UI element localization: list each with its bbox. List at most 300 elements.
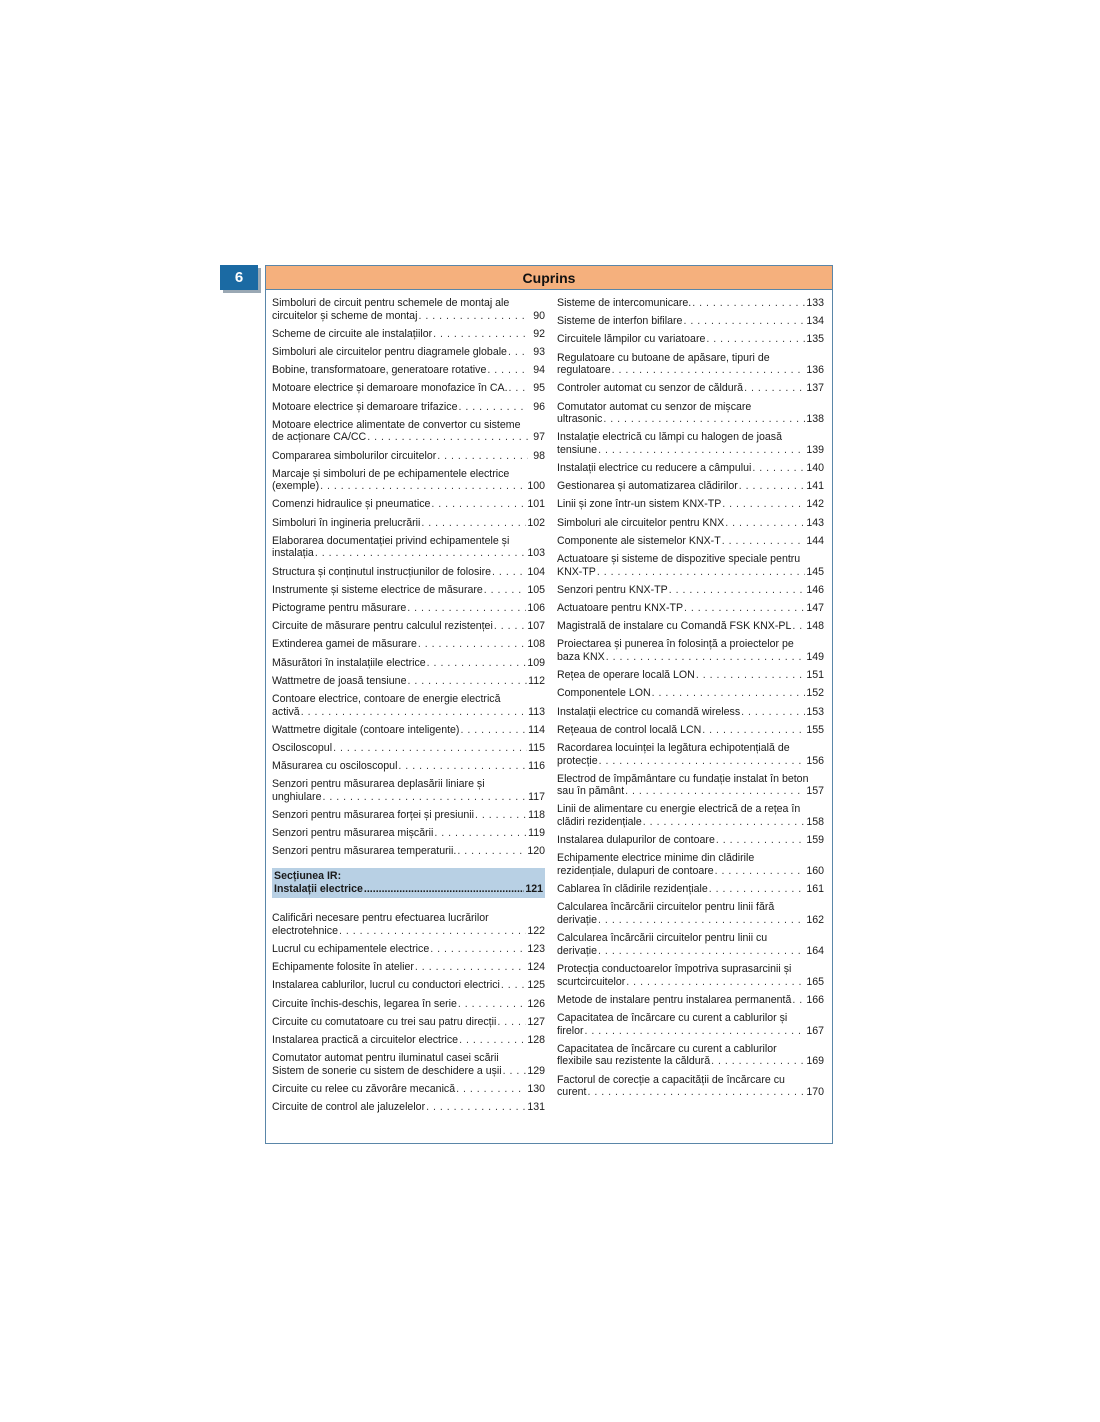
toc-leader-dots — [716, 834, 805, 847]
toc-leader-dots — [430, 943, 526, 956]
toc-entry-page: 137 — [806, 382, 824, 395]
toc-entry-page: 114 — [528, 723, 545, 736]
toc-entry[interactable] — [557, 1012, 824, 1037]
toc-entry-title: Rețeaua de control locală LCN — [557, 723, 702, 736]
toc-entry-title: Sisteme de intercomunicare. — [557, 297, 692, 309]
toc-entry-page: 98 — [533, 449, 545, 462]
toc-entry[interactable] — [557, 333, 824, 346]
toc-entry-page: 126 — [527, 997, 545, 1010]
toc-entry-title-line1: Regulatoare cu butoane de apăsare, tipuri de — [557, 351, 770, 364]
toc-entry-title-line1: Comutator automat cu senzor de mișcare — [557, 400, 752, 413]
toc-entry-title: instalația — [272, 547, 314, 560]
toc-leader-dots — [599, 755, 806, 768]
toc-entry[interactable] — [272, 450, 545, 463]
toc-leader-dots — [460, 724, 527, 737]
toc-entry[interactable] — [272, 1052, 545, 1077]
toc-entry-page: 152 — [806, 687, 824, 700]
toc-entry-title: Instalarea cablurilor, lucrul cu conductori electrici — [272, 979, 500, 992]
toc-entry-page: 107 — [527, 620, 545, 633]
toc-entry[interactable] — [272, 1101, 545, 1114]
toc-entry-title: Sisteme de interfon bifilare — [557, 315, 683, 328]
toc-entry-page: 118 — [528, 809, 545, 822]
toc-entry[interactable] — [557, 1043, 824, 1068]
toc-entry-title-line1: Instalație electrică cu lămpi cu halogen de joasă — [557, 431, 782, 444]
toc-entry-page: 115 — [528, 741, 545, 754]
toc-entry-title: Măsurarea cu osciloscopul — [272, 760, 398, 773]
toc-entry-title: electrotehnice — [272, 924, 338, 937]
toc-entry-title: Circuitele lămpilor cu variatoare — [557, 333, 706, 346]
toc-entry[interactable] — [272, 1034, 545, 1047]
toc-entry-title: Controler automat cu senzor de căldură — [557, 382, 744, 395]
toc-leader-dots — [503, 1065, 527, 1078]
toc-entry[interactable] — [272, 364, 545, 377]
section-label: Secțiunea IR: — [274, 870, 342, 883]
toc-entry[interactable] — [557, 706, 824, 719]
toc-leader-dots — [484, 584, 527, 597]
toc-entry-page: 161 — [806, 883, 824, 896]
toc-entry[interactable] — [272, 742, 545, 755]
toc-entry[interactable] — [272, 998, 545, 1011]
toc-leader-dots — [683, 315, 805, 328]
toc-entry[interactable] — [272, 638, 545, 651]
toc-entry-page: 128 — [527, 1033, 545, 1046]
toc-entry-title: Bobine, transformatoare, generatoare rotative — [272, 364, 487, 377]
toc-right-column — [557, 297, 824, 1104]
toc-entry[interactable] — [557, 1074, 824, 1099]
toc-leader-dots — [492, 566, 526, 579]
toc-entry-title: Instalarea practică a circuitelor electrice — [272, 1033, 459, 1046]
toc-leader-dots — [487, 364, 528, 377]
toc-entry-title-line1: Comutator automat pentru iluminatul casei scării — [272, 1052, 499, 1065]
toc-leader-dots — [457, 845, 526, 858]
toc-leader-dots — [598, 914, 805, 927]
toc-leader-dots — [715, 865, 806, 878]
toc-entry[interactable] — [557, 932, 824, 957]
toc-entry[interactable] — [272, 827, 545, 840]
toc-entry-page: 92 — [533, 327, 545, 340]
toc-entry[interactable] — [272, 724, 545, 737]
toc-entry-title-line1: Protecția conductoarelor împotriva suprasarcinii și — [557, 962, 792, 975]
toc-entry-title: Structura și conținutul instrucțiunilor de folosire — [272, 565, 492, 578]
toc-leader-dots — [722, 498, 805, 511]
toc-entry-page: 123 — [527, 943, 545, 955]
toc-entry-title-line1: Factorul de corecție a capacității de încărcare cu — [557, 1073, 785, 1086]
toc-entry[interactable] — [272, 584, 545, 597]
section-heading[interactable] — [272, 868, 545, 898]
toc-entry-page: 90 — [533, 309, 545, 322]
toc-leader-dots — [418, 638, 526, 651]
toc-entry-page: 167 — [806, 1024, 824, 1037]
toc-entry-title: firelor — [557, 1024, 584, 1037]
toc-entry-page: 129 — [527, 1064, 545, 1077]
toc-entry-page: 108 — [527, 638, 545, 651]
toc-entry-title: regulatoare — [557, 364, 611, 377]
toc-leader-dots — [459, 1034, 526, 1047]
toc-entry-title: derivație — [557, 944, 598, 957]
toc-entry-page: 125 — [527, 979, 545, 992]
toc-leader-dots — [711, 1055, 805, 1068]
toc-entry-page: 122 — [527, 924, 545, 937]
toc-entry[interactable] — [272, 943, 545, 956]
toc-leader-dots — [792, 620, 805, 633]
toc-entry-title: Osciloscopul — [272, 741, 333, 754]
toc-entry-page: 144 — [806, 534, 824, 547]
toc-entry[interactable] — [557, 401, 824, 426]
toc-entry-page: 153 — [806, 705, 824, 718]
toc-entry-title: Metode de instalare pentru instalarea permanentă — [557, 993, 792, 1006]
toc-leader-dots — [706, 333, 805, 346]
toc-entry-page: 159 — [806, 834, 824, 847]
toc-leader-dots — [696, 669, 806, 682]
toc-entry-page: 157 — [806, 785, 824, 798]
toc-entry-title: Echipamente folosite în atelier — [272, 961, 414, 974]
toc-entry-title-line1: Capacitatea de încărcare cu curent a cablurilor — [557, 1042, 777, 1055]
toc-left-list-b — [272, 912, 545, 1113]
toc-entry-title: baza KNX — [557, 650, 605, 663]
toc-entry-page: 97 — [533, 431, 545, 444]
toc-leader-dots — [603, 413, 805, 426]
toc-entry-title: Senzori pentru măsurarea mișcării — [272, 827, 434, 840]
toc-entry[interactable] — [272, 566, 545, 579]
toc-entry-title: ultrasonic — [557, 413, 603, 426]
toc-entry-title: Cablarea în clădirile rezidențiale — [557, 883, 708, 896]
toc-entry[interactable] — [557, 803, 824, 828]
toc-leader-dots — [458, 401, 528, 414]
toc-entry-title: flexibile sau rezistente la căldură — [557, 1055, 711, 1068]
toc-entry-page: 96 — [533, 400, 545, 413]
toc-entry[interactable] — [557, 834, 824, 847]
toc-leader-dots — [458, 998, 526, 1011]
toc-entry-title: Lucrul cu echipamentele electrice — [272, 943, 430, 955]
toc-entry-title: Instalații electrice cu comandă wireless — [557, 705, 741, 718]
toc-entry[interactable] — [272, 912, 545, 937]
toc-leader-dots — [606, 651, 806, 664]
toc-entry-title: Comenzi hidraulice și pneumatice — [272, 498, 431, 511]
toc-leader-dots — [315, 547, 527, 560]
toc-entry-title: unghiulare — [272, 790, 322, 803]
toc-entry[interactable] — [272, 535, 545, 560]
toc-entry-title: Senzori pentru măsurarea forței și presiunii — [272, 809, 474, 822]
toc-entry[interactable] — [557, 994, 824, 1007]
toc-entry-title: Rețea de operare locală LON — [557, 669, 695, 682]
toc-leader-dots — [598, 945, 805, 958]
toc-entry-title: Instalarea dulapurilor de contoare — [557, 834, 715, 847]
toc-entry-title: Instrumente și sisteme electrice de măsurare — [272, 583, 483, 596]
toc-entry-title-line1: Capacitatea de încărcare cu curent a cablurilor și — [557, 1011, 788, 1024]
toc-entry[interactable] — [272, 979, 545, 992]
toc-entry-title: tensiune — [557, 443, 598, 456]
toc-entry-title-line1: Calcularea încărcării circuitelor pentru linii fără — [557, 901, 775, 914]
toc-leader-dots — [744, 382, 805, 395]
toc-leader-dots — [333, 742, 527, 755]
toc-leader-dots — [456, 1083, 526, 1096]
toc-entry[interactable] — [272, 693, 545, 718]
toc-entry-title: Magistrală de instalare cu Comandă FSK KNX-PL — [557, 620, 792, 633]
toc-entry-title: Instalații electrice cu reducere a câmpului — [557, 462, 752, 475]
toc-entry[interactable] — [557, 584, 824, 597]
toc-leader-dots — [322, 791, 527, 804]
toc-entry[interactable] — [557, 724, 824, 737]
toc-entry-title: Scheme de circuite ale instalațiilor — [272, 327, 433, 340]
toc-entry-title: protecție — [557, 754, 598, 767]
toc-entry-page: 143 — [806, 516, 824, 529]
toc-entry[interactable] — [557, 315, 824, 328]
toc-entry-page: 127 — [527, 1015, 545, 1028]
toc-entry-title: Linii și zone într-un sistem KNX-TP — [557, 498, 722, 511]
toc-entry-page: 106 — [527, 602, 545, 614]
toc-leader-dots — [597, 566, 805, 579]
toc-entry[interactable] — [272, 760, 545, 773]
toc-entry-title: clădiri rezidențiale — [557, 816, 642, 829]
toc-entry-title: Măsurători în instalațiile electrice — [272, 656, 426, 669]
toc-entry-title: scurtcircuitelor — [557, 975, 626, 988]
toc-entry-title: Wattmetre de joasă tensiune — [272, 674, 407, 687]
section-title: Instalații electrice — [274, 882, 363, 895]
toc-leader-dots — [625, 785, 805, 798]
toc-entry[interactable] — [557, 517, 824, 530]
toc-entry[interactable] — [272, 297, 545, 322]
toc-entry[interactable] — [557, 462, 824, 475]
toc-entry[interactable] — [557, 553, 824, 578]
toc-entry-page: 124 — [527, 961, 545, 974]
toc-entry-title: sau în pământ — [557, 785, 625, 798]
toc-entry-title-line1: Marcaje și simboluri de pe echipamentele electrice — [272, 467, 510, 480]
toc-leader-dots — [427, 657, 527, 670]
toc-entry-title-line1: Motoare electrice alimentate de convertor cu sisteme — [272, 418, 521, 431]
toc-entry-title: derivație — [557, 914, 598, 926]
toc-leader-dots — [709, 883, 806, 896]
toc-leader-dots — [587, 1086, 805, 1099]
toc-leader-dots — [301, 706, 527, 719]
toc-entry-page: 170 — [806, 1086, 824, 1099]
toc-entry[interactable] — [557, 535, 824, 548]
toc-entry-title: Wattmetre digitale (contoare inteligente) — [272, 723, 460, 736]
toc-entry-title: circuitelor și scheme de montaj — [272, 309, 418, 322]
toc-leader-dots — [643, 816, 806, 829]
toc-entry[interactable] — [272, 961, 545, 974]
toc-left-list-a — [272, 297, 545, 858]
toc-entry-title-line1: Simboluri de circuit pentru schemele de montaj ale — [272, 297, 510, 309]
toc-entry[interactable] — [557, 669, 824, 682]
toc-entry[interactable] — [557, 963, 824, 988]
toc-leader-dots — [684, 602, 805, 615]
toc-entry[interactable] — [557, 480, 824, 493]
toc-entry-page: 140 — [806, 462, 824, 475]
toc-entry-page: 147 — [806, 602, 824, 614]
toc-entry-title: Motoare electrice și demaroare trifazice — [272, 400, 458, 413]
toc-entry-page: 102 — [527, 516, 545, 529]
toc-entry-title-line1: Actuatoare și sisteme de dispozitive speciale pentru — [557, 553, 801, 566]
toc-leader-dots — [598, 444, 805, 457]
toc-leader-dots — [509, 382, 528, 395]
toc-entry-page: 134 — [806, 315, 824, 328]
toc-entry[interactable] — [272, 675, 545, 688]
toc-entry-title: Simboluri ale circuitelor pentru diagramele globale — [272, 345, 507, 358]
toc-entry-page: 156 — [806, 754, 824, 767]
toc-entry-page: 131 — [527, 1101, 545, 1114]
toc-entry-page: 95 — [533, 382, 545, 395]
toc-entry[interactable] — [557, 687, 824, 700]
toc-leader-dots — [415, 961, 526, 974]
toc-entry-title-line1: Senzori pentru măsurarea deplasării liniare și — [272, 778, 485, 791]
toc-entry-title: Componente ale sistemelor KNX-T — [557, 534, 721, 547]
toc-entry-title: Sistem de sonerie cu sistem de deschidere a ușii — [272, 1064, 502, 1077]
toc-entry-title-line1: Elaborarea documentației privind echipamentele și — [272, 534, 510, 547]
toc-leader-dots — [692, 297, 805, 310]
toc-entry-page: 133 — [806, 297, 824, 309]
toc-entry-page: 151 — [806, 669, 824, 682]
toc-leader-dots — [407, 675, 527, 688]
toc-leader-dots — [320, 480, 526, 493]
toc-leader-dots — [702, 724, 805, 737]
toc-leader-dots — [501, 979, 526, 992]
toc-entry-page: 100 — [527, 480, 545, 493]
toc-entry-page: 93 — [533, 345, 545, 358]
toc-entry-page: 141 — [806, 480, 824, 493]
toc-entry[interactable] — [272, 401, 545, 414]
toc-entry-page: 162 — [806, 914, 824, 926]
toc-entry[interactable] — [272, 620, 545, 633]
toc-leader-dots — [652, 687, 806, 700]
toc-entry-page: 130 — [527, 1082, 545, 1095]
toc-leader-dots — [741, 706, 805, 719]
toc-entry-title-line1: Echipamente electrice minime din clădirile — [557, 852, 755, 865]
toc-right-list — [557, 297, 824, 1099]
toc-entry[interactable] — [272, 382, 545, 395]
toc-entry[interactable] — [557, 883, 824, 896]
toc-entry-page: 117 — [528, 790, 545, 803]
toc-leader-dots — [407, 602, 526, 615]
toc-entry-title: Extinderea gamei de măsurare — [272, 638, 417, 651]
toc-entry[interactable] — [272, 845, 545, 858]
toc-entry[interactable] — [557, 852, 824, 877]
toc-leader-dots — [339, 925, 526, 938]
toc-entry-page: 101 — [527, 498, 545, 511]
toc-entry-title: Simboluri în ingineria prelucrării — [272, 516, 421, 529]
toc-entry-page: 145 — [806, 565, 824, 578]
toc-entry[interactable] — [557, 431, 824, 456]
toc-leader-dots — [431, 498, 526, 511]
toc-entry[interactable] — [557, 901, 824, 926]
toc-leader-dots — [426, 1101, 526, 1114]
toc-entry-title: Simboluri ale circuitelor pentru KNX — [557, 516, 725, 529]
toc-leader-dots — [792, 994, 805, 1007]
toc-entry-title: activă — [272, 705, 300, 718]
toc-entry[interactable] — [557, 498, 824, 511]
toc-leader-dots — [475, 809, 527, 822]
toc-entry[interactable] — [557, 297, 824, 310]
toc-entry[interactable] — [557, 742, 824, 767]
toc-entry-title: Circuite închis-deschis, legarea în serie — [272, 997, 457, 1010]
toc-entry-title-line1: Racordarea locuinței la legătura echipotențială de — [557, 741, 790, 754]
toc-entry-title: de acționare CA/CC — [272, 431, 367, 444]
toc-entry[interactable] — [272, 1083, 545, 1096]
toc-entry[interactable] — [272, 517, 545, 530]
toc-entry-title: Componentele LON — [557, 687, 651, 700]
toc-leader-dots — [612, 364, 806, 377]
toc-entry[interactable] — [272, 778, 545, 803]
toc-leader-dots — [367, 431, 528, 444]
toc-left-column — [272, 297, 545, 1119]
toc-entry[interactable] — [557, 638, 824, 663]
toc-entry[interactable] — [557, 620, 824, 633]
toc-entry-title-line1: Proiectarea și punerea în folosință a proiectelor pe — [557, 638, 794, 651]
toc-entry[interactable] — [557, 602, 824, 615]
toc-entry-title-line1: Calificări necesare pentru efectuarea lucrărilor — [272, 912, 489, 925]
toc-entry-title-line1: Contoare electrice, contoare de energie electrică — [272, 692, 501, 705]
toc-leader-dots — [626, 976, 805, 989]
toc-entry-title: Senzori pentru măsurarea temperaturii. — [272, 845, 457, 858]
toc-entry-page: 135 — [806, 333, 824, 346]
toc-entry-page: 94 — [533, 364, 545, 377]
toc-entry-page: 166 — [806, 993, 824, 1006]
toc-entry-title-line1: Linii de alimentare cu energie electrică de a rețea în — [557, 803, 801, 816]
toc-entry-title: Circuite de control ale jaluzelelor — [272, 1101, 426, 1114]
toc-entry-page: 104 — [527, 565, 545, 578]
toc-entry[interactable] — [272, 602, 545, 615]
toc-entry-page: 105 — [527, 583, 545, 596]
toc-entry-page: 146 — [806, 583, 824, 596]
toc-entry-title: Actuatoare pentru KNX-TP — [557, 602, 684, 614]
toc-entry-title: Circuite cu relee cu zăvorâre mecanică — [272, 1082, 456, 1095]
toc-leader-dots — [585, 1025, 806, 1038]
toc-leader-dots — [434, 827, 527, 840]
toc-leader-dots — [508, 346, 528, 359]
toc-entry-page: 103 — [527, 547, 545, 560]
toc-entry[interactable] — [272, 809, 545, 822]
toc-leader-dots — [722, 535, 806, 548]
toc-entry-title: Pictograme pentru măsurare — [272, 602, 407, 614]
toc-entry[interactable] — [272, 657, 545, 670]
toc-entry-page: 155 — [806, 723, 824, 736]
toc-entry-page: 112 — [528, 674, 545, 687]
toc-entry[interactable] — [272, 468, 545, 493]
toc-title: Cuprins — [266, 266, 832, 290]
toc-leader-dots — [433, 328, 528, 341]
toc-entry[interactable] — [272, 346, 545, 359]
toc-leader-dots — [669, 584, 806, 597]
toc-entry-page: 136 — [806, 364, 824, 377]
toc-entry-page: 165 — [806, 975, 824, 988]
toc-leader-dots — [418, 310, 528, 323]
toc-entry-title: Circuite cu comutatoare cu trei sau patru direcții — [272, 1015, 497, 1028]
toc-entry-title: Gestionarea și automatizarea clădirilor — [557, 480, 738, 493]
toc-leader-dots — [494, 620, 527, 633]
toc-entry-page: 164 — [806, 944, 824, 957]
toc-entry[interactable] — [272, 419, 545, 444]
toc-entry-page: 158 — [806, 816, 824, 829]
toc-entry-page: 119 — [528, 827, 545, 840]
toc-entry-page: 148 — [806, 620, 824, 633]
toc-leader-dots — [725, 517, 805, 530]
toc-entry-page: 109 — [527, 656, 545, 669]
toc-entry[interactable] — [272, 1016, 545, 1029]
section-page: 121 — [525, 882, 543, 895]
toc-leader-dots — [421, 517, 526, 530]
toc-entry-title-line1: Electrod de împământare cu fundație instalat în beton — [557, 772, 809, 785]
toc-entry[interactable] — [557, 352, 824, 377]
toc-entry[interactable] — [557, 382, 824, 395]
toc-entry[interactable] — [557, 773, 824, 798]
toc-entry[interactable] — [272, 498, 545, 511]
toc-leader-dots — [752, 462, 805, 475]
toc-entry[interactable] — [272, 328, 545, 341]
toc-entry-page: 138 — [806, 413, 824, 426]
toc-entry-title: rezidențiale, dulapuri de contoare — [557, 865, 714, 878]
toc-entry-title: Circuite de măsurare pentru calculul rezistenței — [272, 620, 493, 633]
toc-leader-dots — [398, 760, 527, 773]
toc-leader-dots — [739, 480, 806, 493]
